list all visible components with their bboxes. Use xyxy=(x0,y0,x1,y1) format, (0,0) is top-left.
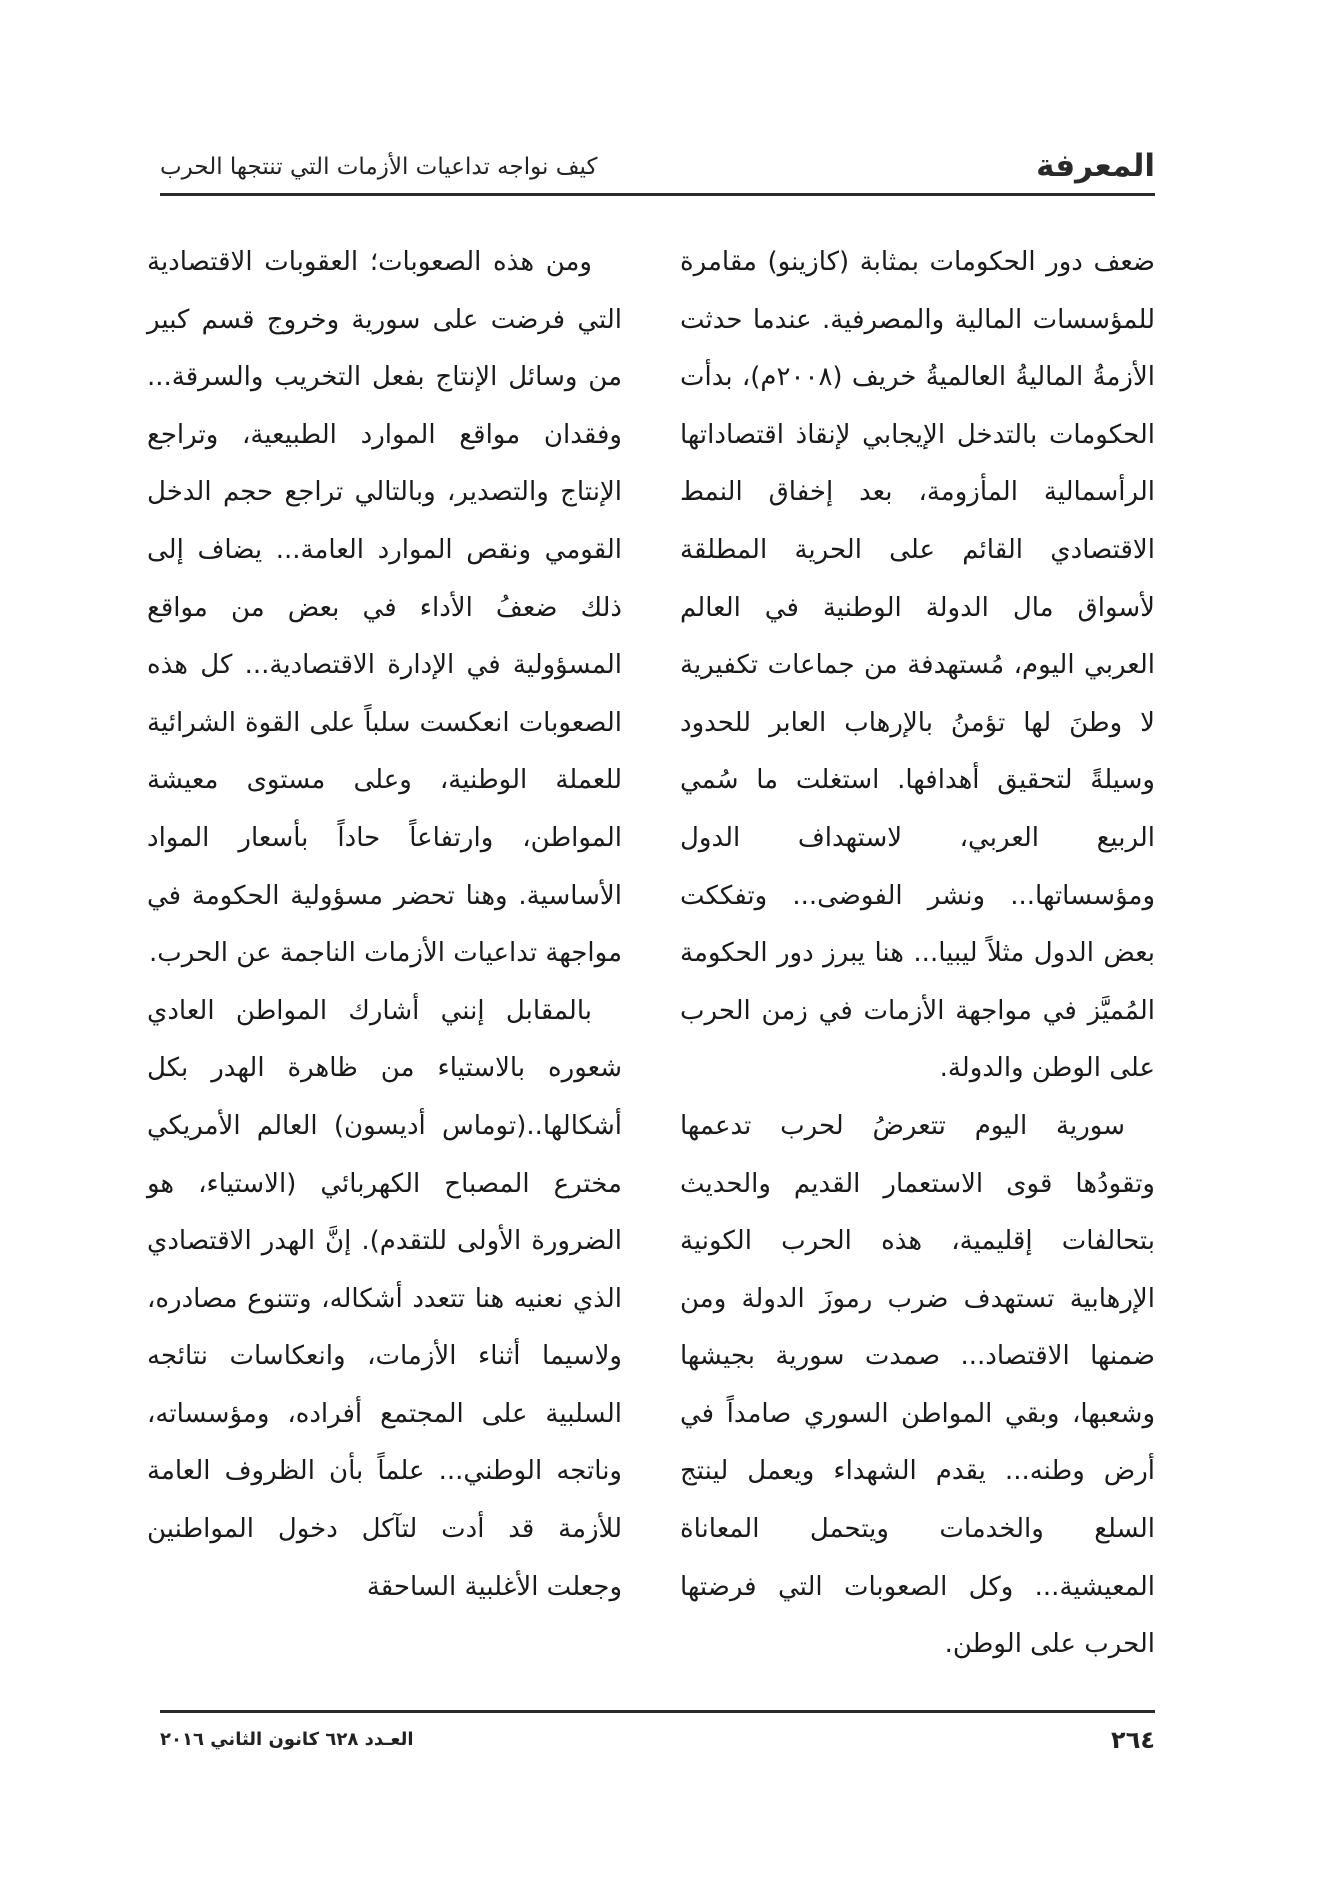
paragraph: ضعف دور الحكومات بمثابة (كازينو) مقامرة للمؤسسات المالية والمصرفية. عندما حدثت الأزمةُ الماليةُ العالميةُ خريف (٢٠٠٨م)، بدأت الحكومات بالتدخل الإيجابي لإنقاذ اقتصاداتها الرأسمالية المأزومة، بعد إخفاق النمط الاقتصادي القائم على الحرية المطلقة لأسواق مال الدولة الوطنية في العالم العربي اليوم، مُستهدفة من جماعات تكفيرية لا وطنَ لها تؤمنُ بالإرهاب العابر للحدود وسيلةً لتحقيق أهدافها. استغلت ما سُمي الربيع العربي، لاستهداف الدول ومؤسساتها... ونشر الفوضى... وتفككت بعض الدول مثلاً ليبيا... هنا يبرز دور الحكومة المُميَّز في مواجهة الأزمات في زمن الحرب على الوطن والدولة. xyxy=(680,247,1156,1084)
magazine-logo: المعرفة xyxy=(1036,148,1155,184)
running-title: كيف نواجه تداعيات الأزمات التي تنتجها الحرب xyxy=(160,154,598,180)
issue-info: العـدد ٦٢٨ كانون الثاني ٢٠١٦ xyxy=(160,1729,414,1750)
page-header xyxy=(160,148,1155,192)
paragraph: بالمقابل إنني أشارك المواطن العادي شعوره بالاستياء من ظاهرة الهدر بكل أشكالها..(توماس أديسون) العالم الأمريكي مخترع المصباح الكهربائي (الاستياء، هو الضرورة الأولى للتقدم). إنَّ الهدر الاقتصادي الذي نعنيه هنا تتعدد أشكاله، وتتنوع مصادره، ولاسيما أثناء الأزمات، وانعكاسات نتائجه السلبية على المجتمع أفراده، ومؤسساته، وناتجه الوطني... علماً بأن الظروف العامة للأزمة قد أدت لتآكل دخول المواطنين وجعلت الأغلبية الساحقة xyxy=(147,995,622,1602)
text-column-left xyxy=(147,234,622,1616)
page-footer xyxy=(160,1726,1155,1762)
paragraph: ومن هذه الصعوبات؛ العقوبات الاقتصادية التي فرضت على سورية وخروج قسم كبير من وسائل الإنتاج بفعل التخريب والسرقة... وفقدان مواقع الموارد الطبيعية، وتراجع الإنتاج والتصدير، وبالتالي تراجع حجم الدخل القومي ونقص الموارد العامة... يضاف إلى ذلك ضعفُ الأداء في بعض من مواقع المسؤولية في الإدارة الاقتصادية... كل هذه الصعوبات انعكست سلباً على القوة الشرائية للعملة الوطنية، وعلى مستوى معيشة المواطن، وارتفاعاً حاداً بأسعار المواد الأساسية. وهنا تحضر مسؤولية الحكومة في مواجهة تداعيات الأزمات الناجمة عن الحرب. xyxy=(147,247,622,969)
text-column-right xyxy=(680,234,1155,1674)
header-rule xyxy=(160,193,1155,196)
paragraph: سورية اليوم تتعرضُ لحرب تدعمها وتقودُها قوى الاستعمار القديم والحديث بتحالفات إقليمية، هذه الحرب الكونية الإرهابية تستهدف ضرب رموزَ الدولة ومن ضمنها الاقتصاد... صمدت سورية بجيشها وشعبها، وبقي المواطن السوري صامداً في أرض وطنه... يقدم الشهداء ويعمل لينتج السلع والخدمات ويتحمل المعاناة المعيشية... وكل الصعوبات التي فرضتها الحرب على الوطن. xyxy=(680,1110,1155,1660)
footer-rule xyxy=(160,1710,1155,1713)
page-number: ٢٦٤ xyxy=(1111,1726,1155,1754)
